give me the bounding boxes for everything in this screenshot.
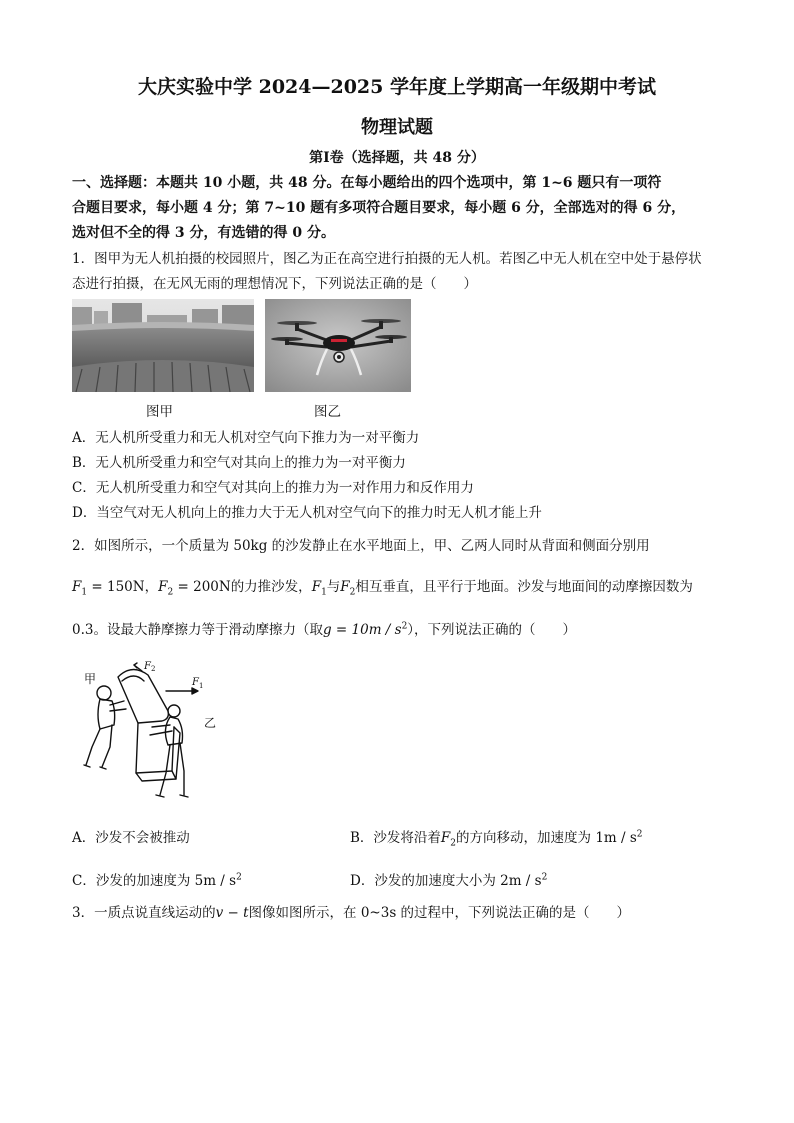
instructions-line-2: 合题目要求，每小题 4 分；第 7~10 题有多项符合题目要求，每小题 6 分，全部选对的得 6 分， bbox=[72, 200, 686, 216]
svg-text:1: 1 bbox=[199, 682, 204, 690]
q2-text-d: 0.3。设最大静摩擦力等于滑动摩擦力（取 bbox=[72, 622, 323, 638]
q1-stem-line-2: 态进行拍摄，在无风无雨的理想情况下，下列说法正确的是（ ） bbox=[72, 276, 477, 292]
q1-option-b: B．无人机所受重力和空气对其向上的推力为一对平衡力 bbox=[72, 455, 406, 471]
subject-title: 物理试题 bbox=[361, 117, 433, 138]
q1-option-a: A．无人机所受重力和无人机对空气向下推力为一对平衡力 bbox=[72, 430, 420, 446]
fig-label-yi: 乙 bbox=[204, 716, 217, 730]
q2-text-e: ），下列说法正确的（ ） bbox=[407, 622, 577, 638]
q2-stem-line-3: 0.3。设最大静摩擦力等于滑动摩擦力（取$g = 10m / s^2$），下列说法正确的（ ） bbox=[72, 621, 577, 638]
q2-option-b-pre: B．沙发将沿着 bbox=[350, 830, 441, 846]
f1-value: = 150N， bbox=[91, 579, 159, 595]
q2-option-d: D．沙发的加速度大小为 $2m / s^2$ bbox=[350, 872, 548, 889]
q3-vt: v − t bbox=[215, 905, 249, 921]
q3-text-post: 图像如图所示，在 0~3s 的过程中，下列说法正确的是（ ） bbox=[248, 905, 631, 921]
section-title: 第Ⅰ卷（选择题，共 48 分） bbox=[309, 150, 485, 166]
fig-label-jia: 甲 bbox=[84, 672, 97, 686]
caption-figure-a: 图甲 bbox=[146, 404, 173, 420]
q2-option-b-post: 的方向移动，加速度为 1m / s bbox=[456, 830, 637, 846]
f2-value: = 200N bbox=[177, 579, 231, 595]
q1-stem-line-1: 1．图甲为无人机拍摄的校园照片，图乙为正在高空进行拍摄的无人机。若图乙中无人机在空中处于悬停状 bbox=[72, 251, 702, 267]
q1-option-d: D．当空气对无人机向上的推力大于无人机对空气向下的推力时无人机才能上升 bbox=[72, 505, 542, 521]
q3-stem bbox=[72, 901, 630, 921]
sofa-figure bbox=[80, 655, 220, 805]
q2-option-b: B．沙发将沿着$F_2$的方向移动，加速度为 $1m / s^2$ bbox=[350, 829, 643, 849]
q2-text-a: 的力推沙发， bbox=[230, 579, 312, 595]
q3-text-pre: 3．一质点说直线运动的 bbox=[72, 905, 216, 921]
instructions-line-3: 选对但不全的得 3 分，有选错的得 0 分。 bbox=[72, 225, 335, 241]
q2-option-a: A．沙发不会被推动 bbox=[72, 830, 190, 846]
q2-text-b: 与 bbox=[326, 579, 341, 595]
instructions-line-1: 一、选择题：本题共 10 小题，共 48 分。在每小题给出的四个选项中，第 1~6 题只有一项符 bbox=[72, 175, 662, 191]
fig-f2-label: F bbox=[144, 661, 151, 672]
svg-text:2: 2 bbox=[151, 665, 156, 673]
q2-option-c-text: C．沙发的加速度为 5m / s bbox=[72, 873, 237, 889]
q2-stem-line-1: 2．如图所示，一个质量为 50kg 的沙发静止在水平地面上，甲、乙两人同时从背面和侧面分别用 bbox=[72, 538, 650, 554]
q1-option-c: C．无人机所受重力和空气对其向上的推力为一对作用力和反作用力 bbox=[72, 480, 474, 496]
q2-text-c: 相互垂直，且平行于地面。沙发与地面间的动摩擦因数为 bbox=[355, 579, 693, 595]
drone-photo bbox=[265, 299, 411, 392]
q2-stem-line-2: $F_1 = 150N$，$F_2 = 200N$的力推沙发，$F_1$与$F_2$相互垂直，且平行于地面。沙发与地面间的动摩擦因数为 bbox=[72, 579, 693, 598]
fig-f1-label: F bbox=[192, 677, 199, 688]
campus-photo bbox=[72, 299, 254, 392]
q2-option-c: C．沙发的加速度为 $5m / s^2$ bbox=[72, 872, 242, 889]
q2-option-d-text: D．沙发的加速度大小为 2m / s bbox=[350, 873, 542, 889]
caption-figure-b: 图乙 bbox=[314, 404, 341, 420]
g-value: g = 10m / s bbox=[322, 622, 402, 638]
exam-title: 大庆实验中学 2024—2025 学年度上学期高一年级期中考试 bbox=[138, 76, 656, 98]
